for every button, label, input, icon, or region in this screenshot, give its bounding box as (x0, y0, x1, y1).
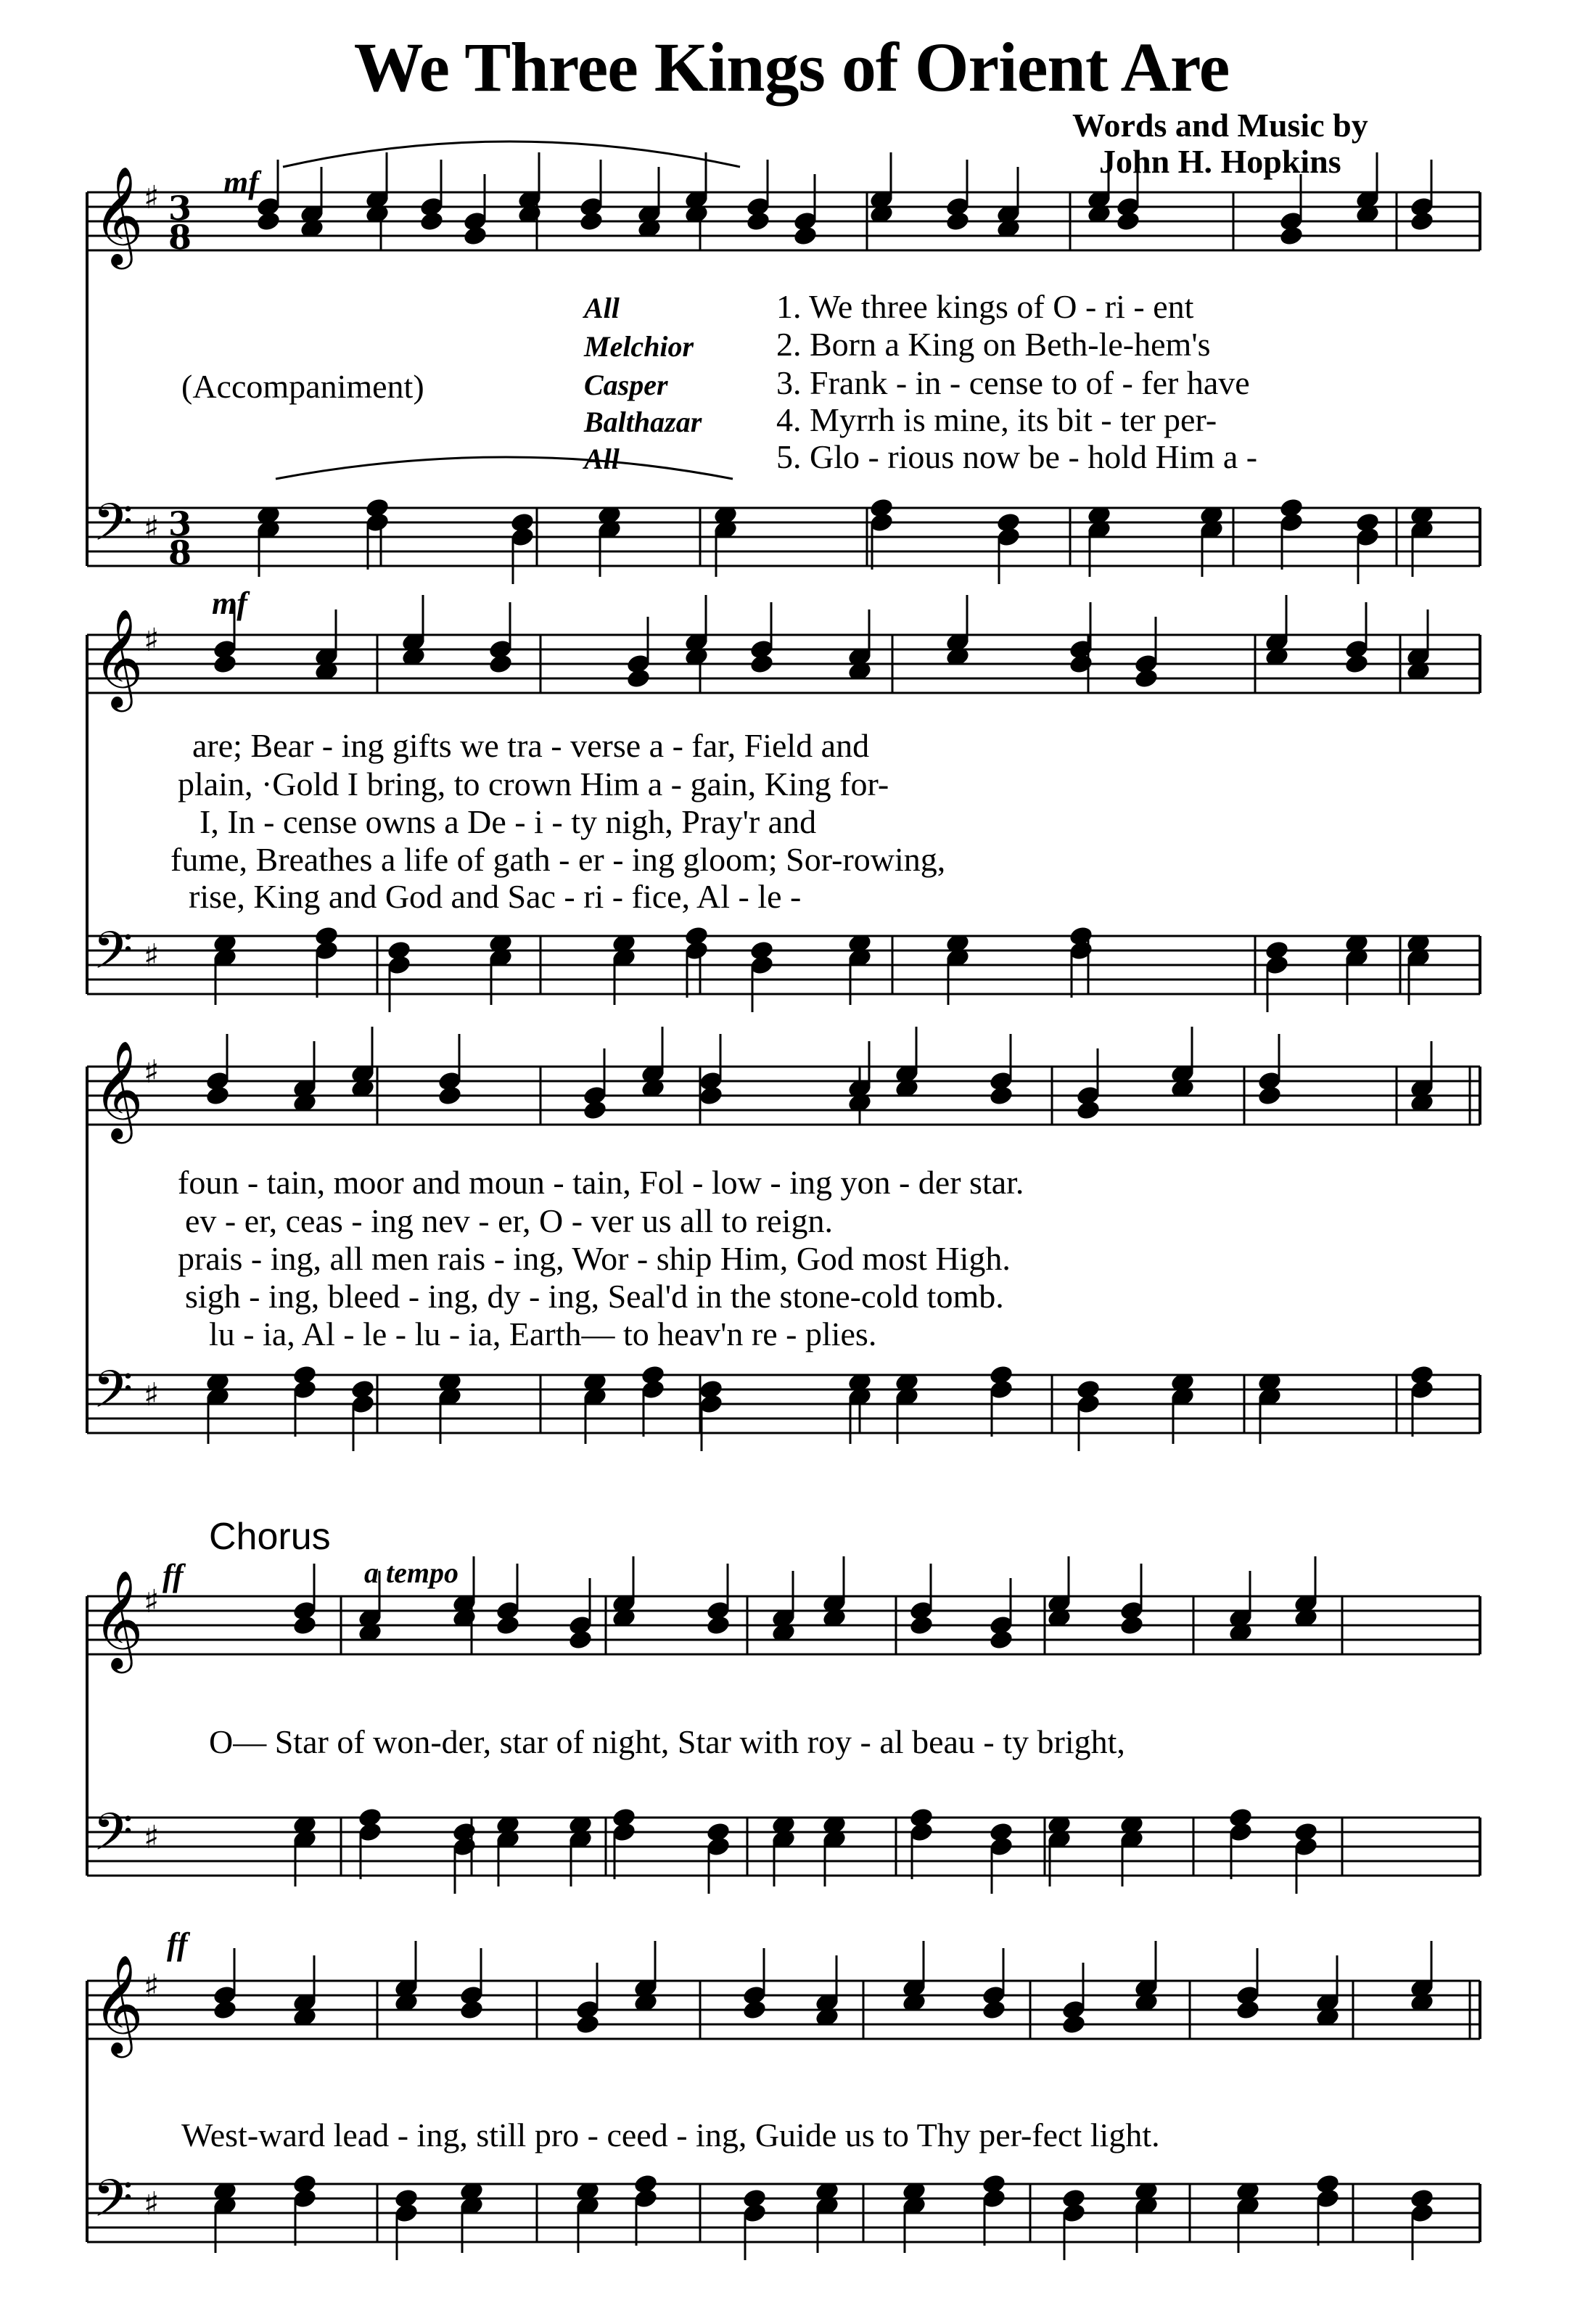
note-head (386, 940, 412, 962)
note-head (1068, 925, 1094, 948)
note-head (908, 1807, 934, 1829)
treble-clef-icon: 𝄞 (93, 1569, 144, 1669)
note-head (868, 497, 895, 520)
treble-clef-icon: 𝄞 (93, 607, 144, 707)
note-head (1228, 1807, 1254, 1829)
note-head (1293, 1821, 1319, 1844)
lyric-s2-v3: I, In - cense owns a De - i - ty nigh, Pray'r and (200, 803, 817, 840)
lyric-s1-v1: 1. We three kings of O - ri - ent (776, 288, 1194, 325)
credit-line-1: Words and Music by (1072, 107, 1368, 144)
treble-clef-icon: 𝄞 (93, 165, 144, 265)
note-head (393, 2188, 419, 2210)
note-head (364, 497, 390, 520)
time-signature-denominator: 8 (168, 533, 192, 572)
note-head (633, 2173, 659, 2196)
sharp-icon: ♯ (144, 1968, 160, 2005)
lyric-s1-v2: 2. Born a King on Beth-le-hem's (776, 326, 1211, 363)
dynamic-mf-bass: mf (212, 586, 247, 621)
page-title: We Three Kings of Orient Are (353, 28, 1230, 106)
note-head (292, 1364, 318, 1387)
note-head (350, 1379, 376, 1401)
bass-clef-icon: 𝄢 (93, 1360, 133, 1432)
note-head (509, 512, 535, 534)
lyric-s3-v3: prais - ing, all men rais - ing, Wor - ship Him, God most High. (178, 1240, 1011, 1277)
a-tempo-marking: a tempo (364, 1556, 459, 1589)
note-head (1354, 512, 1381, 534)
lyric-s1-v5: 5. Glo - rious now be - hold Him a - (776, 438, 1258, 475)
sharp-icon: ♯ (144, 509, 160, 546)
verse-role-4: Balthazar (584, 406, 702, 438)
note-head (749, 940, 775, 962)
sharp-icon: ♯ (144, 937, 160, 974)
sharp-icon: ♯ (144, 1054, 160, 1091)
lyric-s2-v2: plain, ·Gold I bring, to crown Him a - gain, King for- (178, 765, 889, 802)
lyric-s3-v1: foun - tain, moor and moun - tain, Fol - low - ing yon - der star. (178, 1164, 1024, 1201)
sharp-icon: ♯ (144, 1819, 160, 1856)
note-head (1409, 1364, 1435, 1387)
credit-line-2: John H. Hopkins (1099, 143, 1341, 180)
treble-clef-icon: 𝄞 (93, 1953, 144, 2053)
time-signature-denominator: 8 (168, 218, 192, 257)
note-head (995, 512, 1021, 534)
lyric-s1-v4: 4. Myrrh is mine, its bit - ter per- (776, 401, 1217, 438)
note-head (292, 2173, 318, 2196)
sharp-icon: ♯ (144, 179, 160, 216)
note-head (1061, 2188, 1087, 2210)
note-head (1075, 1379, 1101, 1401)
lyric-s1-v3: 3. Frank - in - cense to of - fer have (776, 364, 1250, 401)
verse-role-3: Casper (584, 369, 668, 401)
sharp-icon: ♯ (144, 622, 160, 659)
note-head (1315, 2173, 1341, 2196)
note-head (611, 1807, 637, 1829)
bass-clef-icon: 𝄢 (93, 921, 133, 993)
sharp-icon: ♯ (144, 1376, 160, 1413)
chorus-lyric-line-2: West-ward lead - ing, still pro - ceed - ing, Guide us to Thy per-fect light. (181, 2116, 1160, 2153)
slur (283, 141, 740, 167)
lyric-s3-v5: lu - ia, Al - le - lu - ia, Earth— to heav'n re - plies. (209, 1315, 877, 1352)
accompaniment-label: (Accompaniment) (181, 368, 424, 405)
note-head (988, 1364, 1014, 1387)
time-signature-numerator: 3 (168, 189, 192, 228)
note-head (313, 925, 340, 948)
note-head (357, 1807, 383, 1829)
lyric-s3-v2: ev - er, ceas - ing nev - er, O - ver us all to reign. (185, 1202, 833, 1239)
bass-clef-icon: 𝄢 (93, 1802, 133, 1875)
verse-role-1: All (584, 292, 620, 324)
time-signature-numerator: 3 (168, 504, 192, 543)
note-head (640, 1364, 666, 1387)
dynamic-ff-bass: ff (167, 1926, 188, 1962)
slur (276, 457, 733, 479)
note-head (698, 1379, 724, 1401)
note-head (741, 2188, 768, 2210)
note-head (988, 1821, 1014, 1844)
dynamic-mf-treble: mf (223, 165, 259, 200)
note-head (981, 2173, 1007, 2196)
note-head (683, 925, 710, 948)
lyric-s3-v4: sigh - ing, bleed - ing, dy - ing, Seal'd in the stone-cold tomb. (185, 1278, 1004, 1315)
chorus-label: Chorus (209, 1516, 331, 1558)
lyric-s2-v4: fume, Breathes a life of gath - er - ing gloom; Sor-rowing, (170, 841, 946, 878)
lyric-s2-v1: are; Bear - ing gifts we tra - verse a - far, Field and (192, 727, 870, 764)
sharp-icon: ♯ (144, 2185, 160, 2222)
note-head (1409, 2188, 1435, 2210)
verse-role-2: Melchior (584, 330, 694, 363)
chorus-lyric-line-1: O— Star of won-der, star of night, Star with roy - al beau - ty bright, (209, 1723, 1125, 1760)
bass-clef-icon: 𝄢 (93, 493, 133, 565)
note-head (1278, 497, 1304, 520)
sharp-icon: ♯ (144, 1583, 160, 1620)
note-head (1264, 940, 1290, 962)
dynamic-ff-treble: ff (163, 1558, 184, 1593)
note-head (705, 1821, 731, 1844)
lyric-s2-v5: rise, King and God and Sac - ri - fice, Al - le - (189, 878, 802, 915)
note-head (451, 1821, 477, 1844)
bass-clef-icon: 𝄢 (93, 2169, 133, 2241)
treble-clef-icon: 𝄞 (93, 1039, 144, 1139)
verse-role-5: All (584, 443, 620, 475)
